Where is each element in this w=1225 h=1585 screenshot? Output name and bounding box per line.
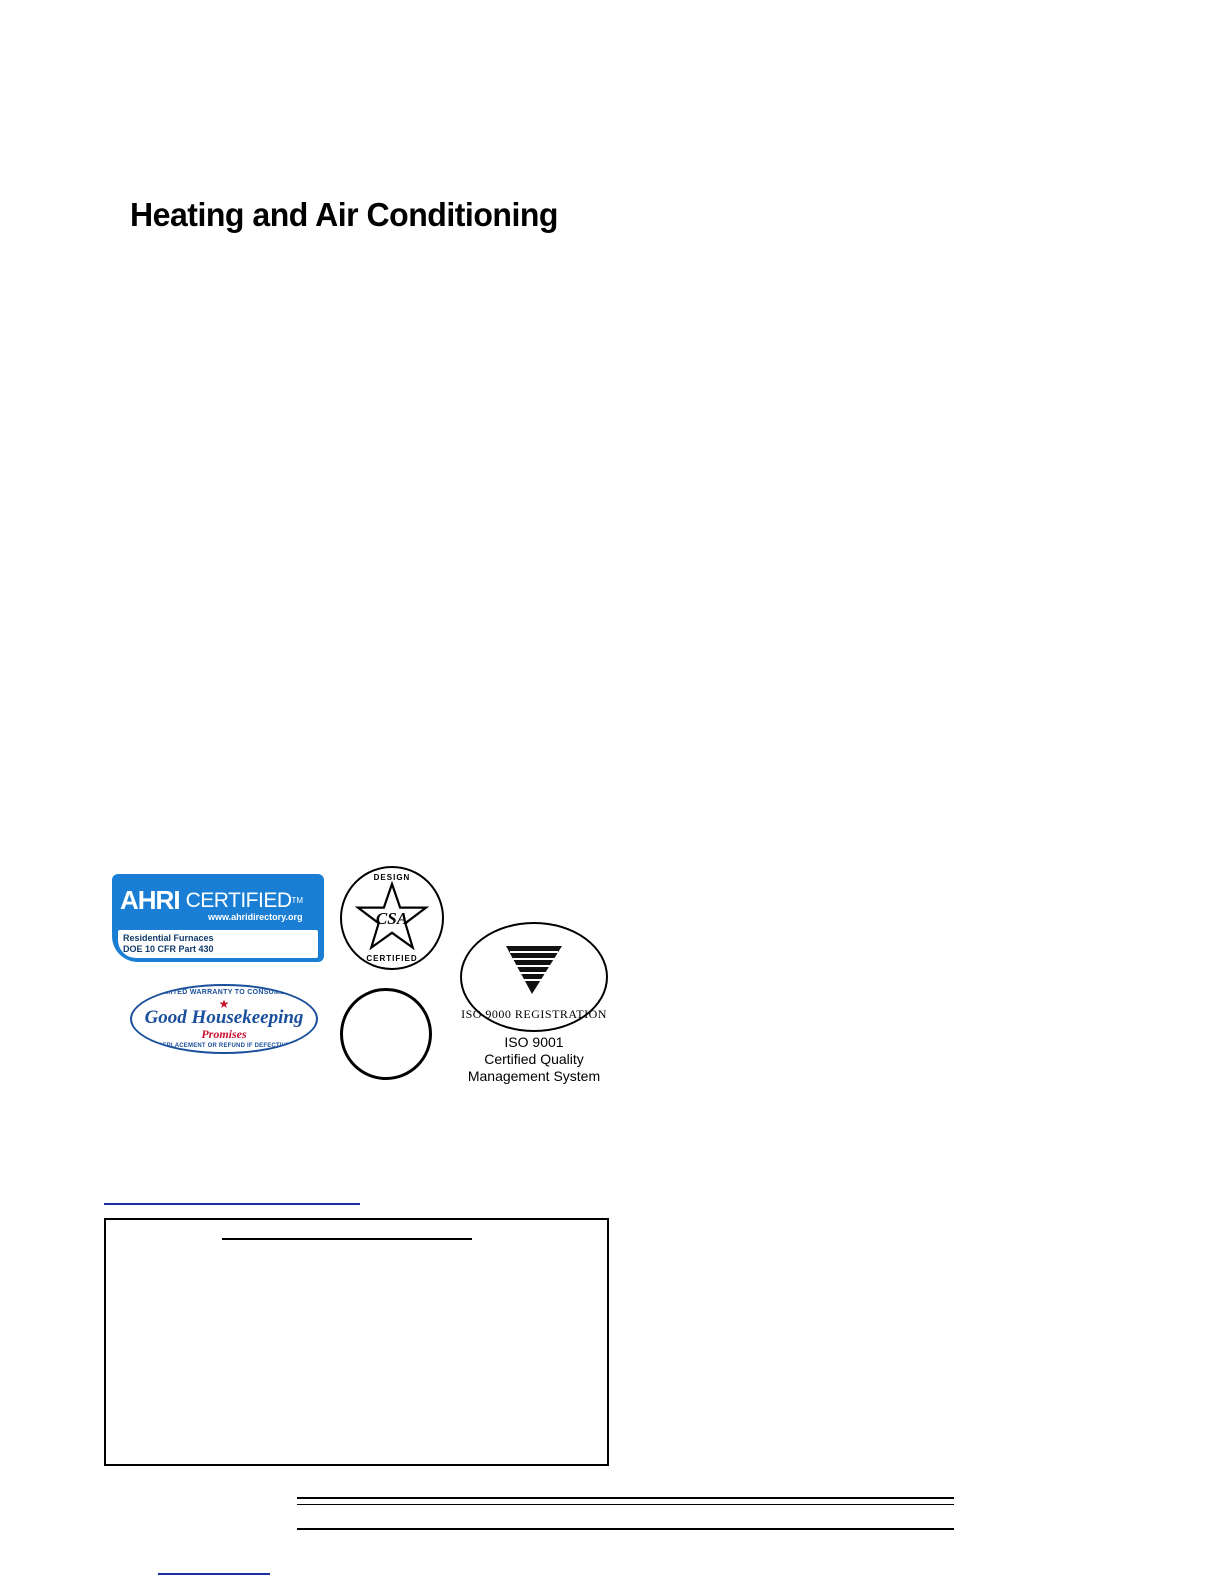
iso-caption-line-3: Management System [467,1068,601,1084]
footer-divider-top [297,1497,954,1499]
good-housekeeping-seal [130,984,318,1054]
ahri-certified-logo [112,874,324,962]
ahri-directory-url: www.ahridirectory.org [208,912,303,922]
warning-box [104,1218,609,1466]
iso-9000-registration-logo [460,922,608,1084]
ahri-scope-line-1: Residential Furnaces [123,933,214,943]
warning-box-heading-rule [222,1238,472,1240]
gh-promises-text: Promises [201,1027,247,1041]
gh-bottom-arc-text: REPLACEMENT OR REFUND IF DEFECTIVE [157,1043,291,1049]
star-icon: ★ [218,997,230,1011]
page-title: Heating and Air Conditioning [130,196,558,233]
ahri-certified-text: CERTIFIED [185,888,292,912]
ahri-scope-line-2: DOE 10 CFR Part 430 [123,944,214,954]
iso-caption-line-1: ISO 9001 [504,1034,564,1050]
iso-triangle-icon [502,942,566,1000]
certification-logos [104,866,624,1096]
footer-divider-middle [297,1504,954,1505]
ahri-trademark-icon: TM [291,895,304,905]
csa-top-word: DESIGN [373,873,411,882]
csa-design-certified-logo [340,866,444,970]
section-divider-blue [104,1203,360,1205]
gh-brand-text: Good Housekeeping [144,1007,304,1028]
iso-caption-line-2: Certified Quality [484,1051,584,1067]
footer-divider-bottom [297,1528,954,1530]
footer-link-underline[interactable] [158,1573,270,1575]
ahri-scope-panel [118,930,318,958]
csa-bottom-word: CERTIFIED [366,954,418,963]
gh-top-arc-text: LIMITED WARRANTY TO CONSUMER [157,989,291,996]
iso-caption [452,1034,616,1085]
csa-mark-text: CSA [375,908,409,928]
blank-certification-circle [340,988,432,1080]
ahri-brand-text: AHRI [120,885,180,915]
iso-arc-text: ISO 9000 REGISTRATION [461,1007,607,1021]
